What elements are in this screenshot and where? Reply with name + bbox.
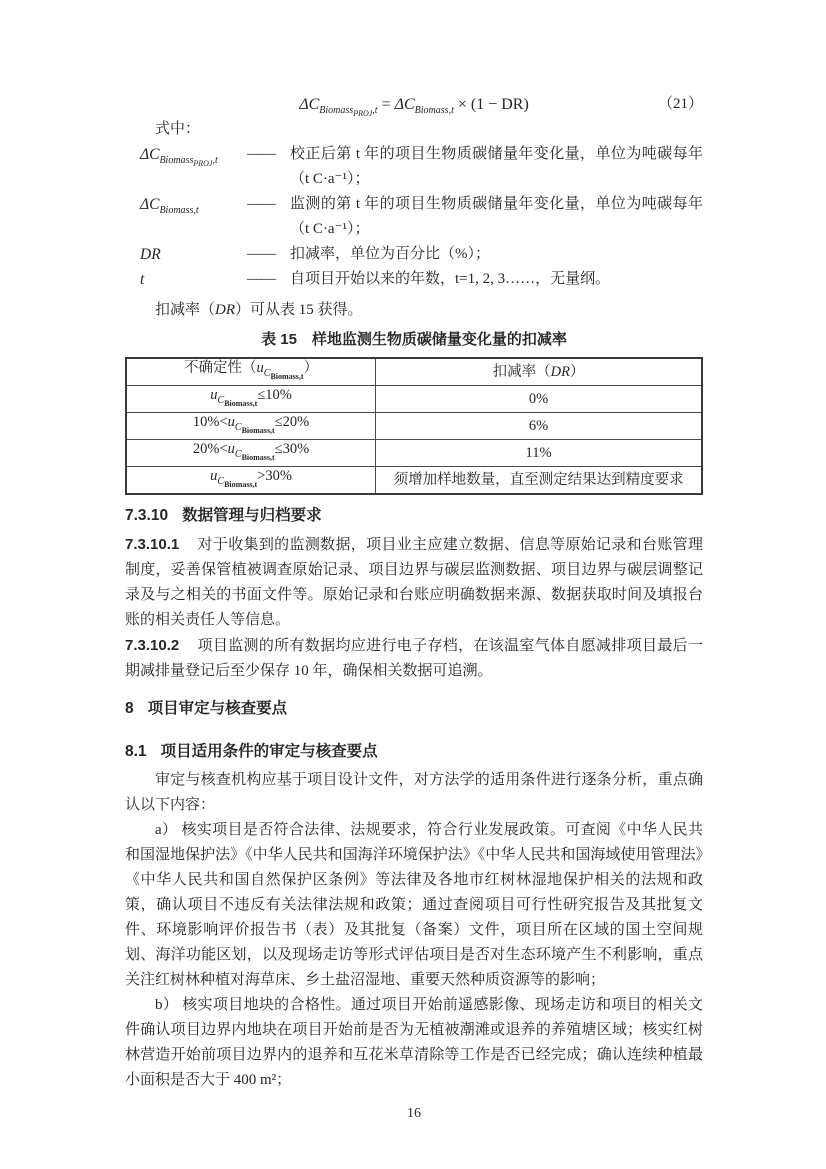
section-heading-8-1: 8.1 项目适用条件的审定与核查要点 [125, 743, 378, 760]
table15-deduction-cell: 11% [376, 440, 702, 467]
table15-uncertainty-cell: $10\%<u_{C_{Biomass,t}}\le 20\%$ [126, 413, 376, 440]
definition-dash: —— [247, 246, 275, 262]
checklist-item-b: b） 核实项目地块的合格性。通过项目开始前遥感影像、现场走访和项目的相关文件确认项目边界内地块在项目开始前是否为无植被潮滩或退养的养殖塘区域；核实红树林营造开始前项目边界内的退养和互花米草清除等工作是否已经完成；确认连续种植最小面积是否大于 400 m²； [125, 997, 703, 1088]
table15-uncertainty-cell: $u_{C_{Biomass,t}}>30\%$ [126, 467, 376, 495]
clause-7-3-10-2 [125, 633, 703, 684]
page-content [125, 92, 703, 1126]
definition-description: 校正后第 t 年的项目生物质碳储量年变化量，单位为吨碳每年（t C·a⁻¹）； [290, 146, 703, 187]
equation-21 [125, 92, 703, 117]
clause-number: 7.3.10.2 [125, 637, 180, 654]
section-heading-7-3-10: 7.3.10 数据管理与归档要求 [125, 507, 322, 524]
table15-row [126, 386, 702, 413]
definition-dash: —— [247, 196, 275, 212]
equation-expression: $\Delta C_{Biomass_{PROJ},t} = \Delta C_{Biomass,t} \times (1 - DR)$ [299, 96, 529, 118]
definition-description: 监测的第 t 年的项目生物质碳储量年变化量，单位为吨碳每年（t C·a⁻¹）； [290, 196, 703, 237]
clause-7-3-10-1 [125, 532, 703, 633]
definition-row [125, 192, 703, 242]
table15 [125, 357, 703, 495]
definition-description: 扣减率，单位为百分比（%）； [290, 246, 490, 262]
table15-uncertainty-cell: $20\%<u_{C_{Biomass,t}}\le 30\%$ [126, 440, 376, 467]
definition-list [125, 142, 703, 292]
table15-uncertainty-cell: $u_{C_{Biomass,t}}\le 10\%$ [126, 386, 376, 413]
section-heading-8: 8 项目审定与核查要点 [125, 700, 288, 717]
clause-text: 对于收集到的监测数据，项目业主应建立数据、信息等原始记录和台账管理制度，妥善保管植被调查原始记录、项目边界与碳层监测数据、项目边界与碳层调整记录及与之相关的书面文件等。原始记录和台账应明确数据来源、数据获取时间及填报台账的相关责任人等信息。 [125, 537, 703, 628]
definition-row [125, 142, 703, 192]
clause-number: 7.3.10.1 [125, 536, 180, 553]
definition-symbol: DR [140, 246, 161, 263]
table15-row [126, 467, 702, 495]
table15-row [126, 440, 702, 467]
table15-header-row [126, 358, 702, 386]
definition-symbol: t [140, 271, 145, 288]
table15-row [126, 413, 702, 440]
table15-deduction-cell: 0% [376, 386, 702, 413]
table15-header-deduction: 扣减率（DR） [376, 358, 702, 386]
definition-row [125, 267, 703, 292]
definition-description: 自项目开始以来的年数，t=1, 2, 3……，无量纲。 [290, 271, 611, 287]
where-label: 式中： [155, 121, 201, 137]
checklist-item-a: a） 核实项目是否符合法律、法规要求，符合行业发展政策。可查阅《中华人民共和国湿地保护法》《中华人民共和国海洋环境保护法》《中华人民共和国海域使用管理法》《中华人民共和国自然保护区条例》等法律及各地市红树林湿地保护相关的法规和政策，确认项目不违反有关法律法规和政策；通过查阅项目可行性研究报告及其批复文件、环境影响评价报告书（表）及其批复（备案）文件，项目所在区域的国土空间规划、海洋功能区划，以及现场走访等形式评估项目是否对生态环境产生不利影响，重点关注红树林种植对海草床、乡土盐沼湿地、重要天然种质资源等的影响； [125, 822, 703, 988]
definition-symbol: $\Delta C_{Biomass,t}$ [140, 196, 199, 216]
table15-deduction-cell: 须增加样地数量，直至测定结果达到精度要求 [376, 467, 702, 495]
definition-row [125, 242, 703, 267]
definition-dash: —— [247, 146, 275, 162]
table15-deduction-cell: 6% [376, 413, 702, 440]
table15-header-uncertainty: 不确定性$(u_{C_{Biomass,t}})$ [126, 358, 376, 386]
page-number: 16 [407, 1106, 421, 1121]
dr-source-paragraph: 扣减率（DR）可从表 15 获得。 [155, 302, 363, 318]
table15-title: 表 15 样地监测生物质碳储量变化量的扣减率 [261, 331, 567, 348]
equation-number: （21） [657, 96, 703, 112]
definition-symbol: $\Delta C_{Biomass_{PROJ},t}$ [140, 146, 218, 168]
section-8-1-intro: 审定与核查机构应基于项目设计文件，对方法学的适用条件进行逐条分析，重点确认以下内容： [125, 772, 703, 813]
clause-text: 项目监测的所有数据均应进行电子存档，在该温室气体自愿减排项目最后一期减排量登记后至少保存 10 年，确保相关数据可追溯。 [125, 638, 703, 679]
definition-dash: —— [247, 271, 275, 287]
